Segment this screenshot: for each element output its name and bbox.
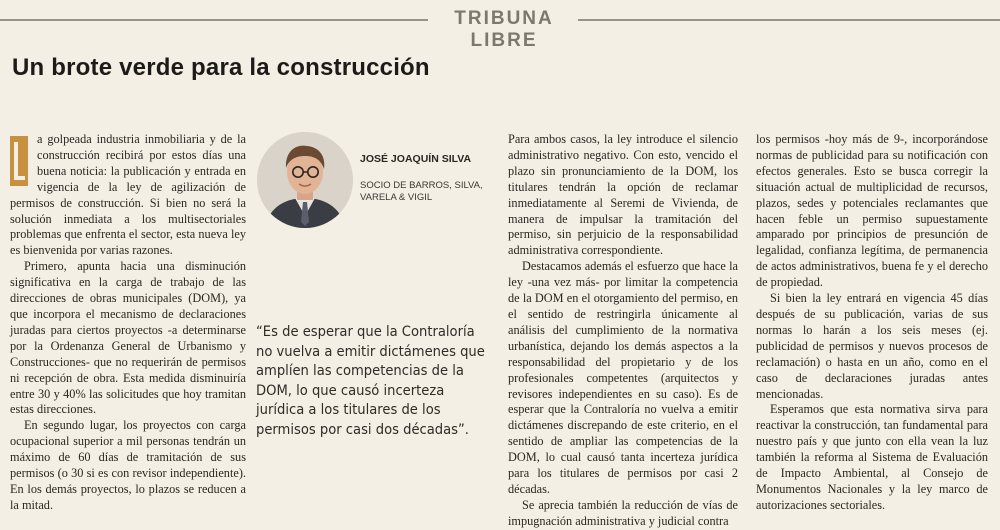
- paragraph: Si bien la ley entrará en vigencia 45 días después de su publicación, varias de sus normas lo harán a los seis meses (ej. publicidad de permisos y nuevos procesos de reclamación) o hasta en un año, como en el caso de declaraciones juradas antes mencionadas.: [756, 291, 988, 401]
- paragraph: En segundo lugar, los proyectos con carga ocupacional superior a mil personas tendrán un máximo de 60 días de tramitación de sus permisos (o 30 si es con revisor independiente). En los demás proyectos, lo plazos se reducen a la mitad.: [10, 418, 246, 512]
- author-role: SOCIO DE BARROS, SILVA, VARELA & VIGIL: [360, 180, 483, 203]
- section-rule-left: [0, 19, 428, 21]
- paragraph: Para ambos casos, la ley introduce el silencio administrativo negativo. Con esto, vencido el plazo sin pronunciamiento de la DOM, los titulares tendrán la opción de reclamar inmediatamente al Seremi de Vivienda, de manera de impulsar la tramitación del permiso, sin perjuicio de la responsabilidad administrativa correspondiente.: [508, 132, 738, 258]
- paragraph: Se aprecia también la reducción de vías de impugnación administrativa y judicial contra: [508, 497, 738, 528]
- headline: Un brote verde para la construcción: [12, 54, 430, 81]
- section-label: TRIBUNA LIBRE: [454, 8, 554, 51]
- paragraph: Primero, apunta hacia una disminución significativa en la carga de trabajo de las direcciones de obras municipales (DOM), ya que incorpora el mecanismo de declaraciones juradas para ciertos proyectos -a determinarse por la Ordenanza General de Urbanismo y Construcciones- que no requerirán de permisos ni recepción de obra. Esta medida disminuiría entre 30 y 40% las solicitudes que hoy tramitan estas direcciones.: [10, 259, 246, 417]
- author-portrait-icon: [257, 132, 353, 228]
- paragraph: Esperamos que esta normativa sirva para reactivar la construcción, tan fundamental para nuestro país y que junto con ella vean la luz también la reforma al Sistema de Evaluación de Impacto Ambiental, al Consejo de Monumentos Nacionales y la ley marco de autorizaciones sectoriales.: [756, 402, 988, 512]
- column-3: [508, 132, 738, 530]
- dropcap-l-icon: [10, 136, 28, 186]
- author-portrait: [257, 132, 353, 228]
- paragraph: a golpeada industria inmobiliaria y de la construcción recibirá por estos días una buena noticia: la publicación y entrada en vigencia de la ley de agilización de permisos de construcción. Si bien no será la solución inmediata a los multisectoriales problemas que enfrenta el sector, esta nueva ley es bienvenida por varias razones.: [10, 132, 246, 258]
- column-4: [756, 132, 988, 514]
- column-1: [10, 132, 246, 514]
- section-rule-right: [578, 19, 1000, 21]
- paragraph: Destacamos además el esfuerzo que hace la ley -una vez más- por limitar la competencia de la DOM en el otorgamiento del permiso, en el sentido de restringirla únicamente al análisis del cumplimiento de la normativa urbanística, dejando los demás aspectos a la responsabilidad del propietario y de los profesionales competentes (arquitectos y revisores independientes en su caso). Es de esperar que la Contraloría no vuelva a emitir dictámenes discrepando de este criterio, en el sentido de ampliar las competencias de la DOM, lo cual causó tanta incerteza jurídica para los titulares de permisos por casi 2 décadas.: [508, 259, 738, 496]
- paragraph: los permisos -hoy más de 9-, incorporándose normas de publicidad para su notificación con efectos generales. Esto se busca corregir la situación actual de multiplicidad de recursos, plazos, sedes y potenciales reclamantes que hacen feble un permiso supuestamente amparado por principios de presunción de legalidad, confianza legítima, de permanencia de actos administrativos, buena fe y el derecho de propiedad.: [756, 132, 988, 290]
- author-name: JOSÉ JOAQUÍN SILVA: [360, 153, 472, 165]
- pull-quote: “Es de esperar que la Contraloría no vuelva a emitir dictámenes que amplíen las competencias de la DOM, lo que causó incerteza jurídica a los titulares de los permisos por casi dos décadas”.: [256, 323, 485, 438]
